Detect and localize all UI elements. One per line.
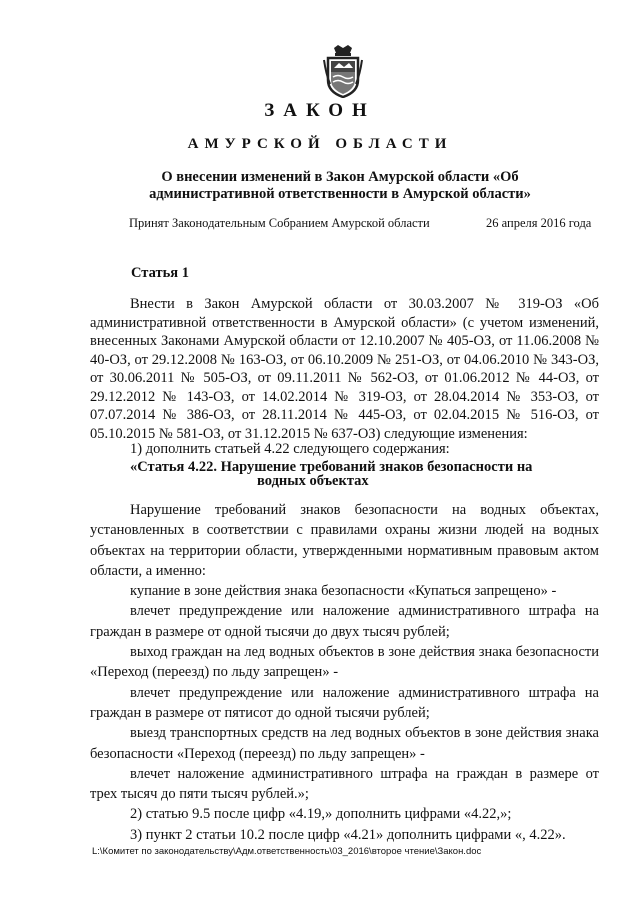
article-422-title-line1: «Статья 4.22. Нарушение требований знаков безопасности на (130, 459, 533, 475)
document-subtitle: АМУРСКОЙ ОБЛАСТИ (187, 136, 453, 152)
law-heading-line1: О внесении изменений в Закон Амурской области «Об (161, 169, 519, 185)
adopted-by: Принят Законодательным Собранием Амурской области (129, 216, 430, 230)
paragraph: купание в зоне действия знака безопасности «Купаться запрещено» - (130, 583, 557, 600)
adopted-date: 26 апреля 2016 года (486, 216, 592, 230)
paragraph: влечет наложение административного штрафа на граждан в размере от трех тысяч до пяти тысяч рублей.»; (90, 765, 599, 803)
file-path-footer: L:\Комитет по законодательству\Адм.ответственность\03_2016\второе чтение\Закон.doc (92, 846, 482, 857)
paragraph: выход граждан на лед водных объектов в зоне действия знака безопасности «Переход (переезд) по льду запрещен» - (90, 644, 599, 681)
article-422-body (90, 500, 599, 845)
paragraph: Нарушение требований знаков безопасности на водных объектах, установленных в соответствии с правилами охраны жизни людей на водных объектах на территории области, утвержденными нормативным правовым актом области, а именно: (90, 502, 599, 579)
amendment-item-2: 2) статью 9.5 после цифр «4.19,» дополнить цифрами «4.22,»; (130, 806, 512, 823)
document-title: ЗАКОН (264, 100, 376, 121)
paragraph: влечет предупреждение или наложение административного штрафа на граждан в размере от пятисот до одной тысячи рублей; (90, 684, 599, 721)
article-intro (90, 295, 599, 443)
law-heading (120, 169, 560, 203)
article-422-title-line2: водных объектах (257, 473, 369, 489)
intro-paragraph: Внести в Закон Амурской области от 30.03.2007 № 319-ОЗ «Об административной ответственности в Амурской области» (с учетом изменений, внесенных Законами Амурской области от 12.10.2007 № 405-ОЗ, от 11.06.2008 № 40-ОЗ, от 29.12.2008 № 163-ОЗ, от 06.10.2009 № 251-ОЗ, от 04.06.2010 № 343-ОЗ, от 30.06.2011 № 505-ОЗ, от 09.11.2011 № 562-ОЗ, от 01.06.2012 № 44-ОЗ, от 29.12.2012 № 143-ОЗ, от 14.02.2014 № 319-ОЗ, от 28.04.2014 № 353-ОЗ, от 07.07.2014 № 386-ОЗ, от 28.11.2014 № 445-ОЗ, от 02.04.2015 № 516-ОЗ, от 05.10.2015 № 581-ОЗ, от 31.12.2015 № 637-ОЗ) следующие изменения: (90, 296, 599, 442)
paragraph: выезд транспортных средств на лед водных объектов в зоне действия знака безопасности «Переход (переезд) по льду запрещен» - (90, 725, 599, 762)
article-title: Статья 1 (131, 265, 189, 281)
amendment-item-3: 3) пункт 2 статьи 10.2 после цифр «4.21» дополнить цифрами «, 4.22». (130, 826, 566, 843)
coat-of-arms-icon (322, 44, 364, 98)
law-heading-line2: административной ответственности в Амурской области» (149, 186, 531, 202)
paragraph: влечет предупреждение или наложение административного штрафа на граждан в размере от одной тысячи до двух тысяч рублей; (90, 603, 599, 640)
amendment-item-1: 1) дополнить статьей 4.22 следующего содержания: (130, 441, 450, 457)
